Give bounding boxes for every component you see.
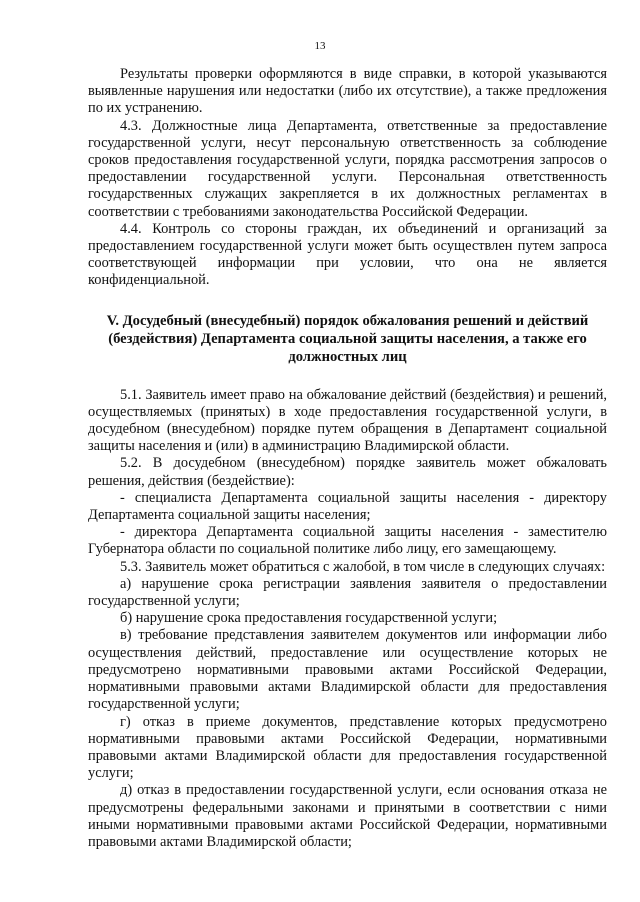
section-heading-line: V. Досудебный (внесудебный) порядок обжалования решений и действий bbox=[106, 312, 589, 329]
list-item-specialist: - специалиста Департамента социальной защиты населения - директору Департамента социальной защиты населения; bbox=[88, 489, 607, 524]
list-item-b: б) нарушение срока предоставления государственной услуги; bbox=[120, 610, 498, 627]
list-item-director: - директора Департамента социальной защиты населения - заместителю Губернатора области по социальной политике либо лицу, его замещающему. bbox=[88, 524, 607, 558]
paragraph-inspection-results: Результаты проверки оформляются в виде справки, в которой указываются выявленные нарушения или недостатки (либо их отсутствие), а также предложения по их устранению. bbox=[88, 66, 607, 117]
list-item-a: а) нарушение срока регистрации заявления заявителя о предоставлении государственной услуги; bbox=[88, 575, 607, 610]
paragraph-4-3: 4.3. Должностные лица Департамента, ответственные за предоставление государственной услуги, несут персональную ответственность за соблюдение сроков предоставления государственной услуги, порядка рассмотрения запросов о предоставлении государственной услуги. Персональная ответственность государственных служащих закрепляется в их должностных регламентах в соответствии с требованиями законодательства Российской Федерации. bbox=[88, 117, 607, 220]
paragraphs-before bbox=[88, 66, 607, 290]
section-heading-line: (бездействия) Департамента социальной защиты населения, а также его bbox=[108, 330, 587, 347]
section-heading bbox=[88, 312, 607, 366]
list-item-d: д) отказ в предоставлении государственной услуги, если основания отказа не предусмотрены федеральными законами и принятыми в соответствии с ними иными нормативными правовыми актами Российской Федерации, нормативными правовыми актами Владимирской области; bbox=[88, 782, 607, 850]
paragraph-5-1: 5.1. Заявитель имеет право на обжалование действий (бездействия) и решений, осуществляемых (принятых) в ходе предоставления государственной услуги, в досудебном (внесудебном) порядке путем обращения в Департамент социальной защиты населения и (или) в администрацию Владимирской области. bbox=[88, 386, 607, 455]
paragraphs-after bbox=[88, 387, 607, 851]
list-item-g: г) отказ в приеме документов, представление которых предусмотрено нормативными правовыми актами Российской Федерации, нормативными правовыми актами Владимирской области для предоставления государственной услуги; bbox=[88, 713, 607, 782]
paragraph-5-3: 5.3. Заявитель может обратиться с жалобой, в том числе в следующих случаях: bbox=[120, 558, 606, 575]
page-number: 13 bbox=[314, 40, 326, 52]
list-item-v: в) требование представления заявителем документов или информации либо осуществления действий, предоставление или осуществление которых не предусмотрено нормативными правовыми актами Российской Федерации, нормативными правовыми актами Владимирской области для предоставления государственной услуги; bbox=[88, 627, 607, 713]
paragraph-4-4: 4.4. Контроль со стороны граждан, их объединений и организаций за предоставлением государственной услуги может быть осуществлен путем запроса соответствующей информации при условии, что она не является конфиденциальной. bbox=[88, 220, 607, 289]
paragraph-5-2: 5.2. В досудебном (внесудебном) порядке заявитель может обжаловать решения, действия (бездействие): bbox=[88, 455, 607, 489]
section-heading-line: должностных лиц bbox=[288, 348, 407, 365]
document-body bbox=[88, 66, 607, 851]
